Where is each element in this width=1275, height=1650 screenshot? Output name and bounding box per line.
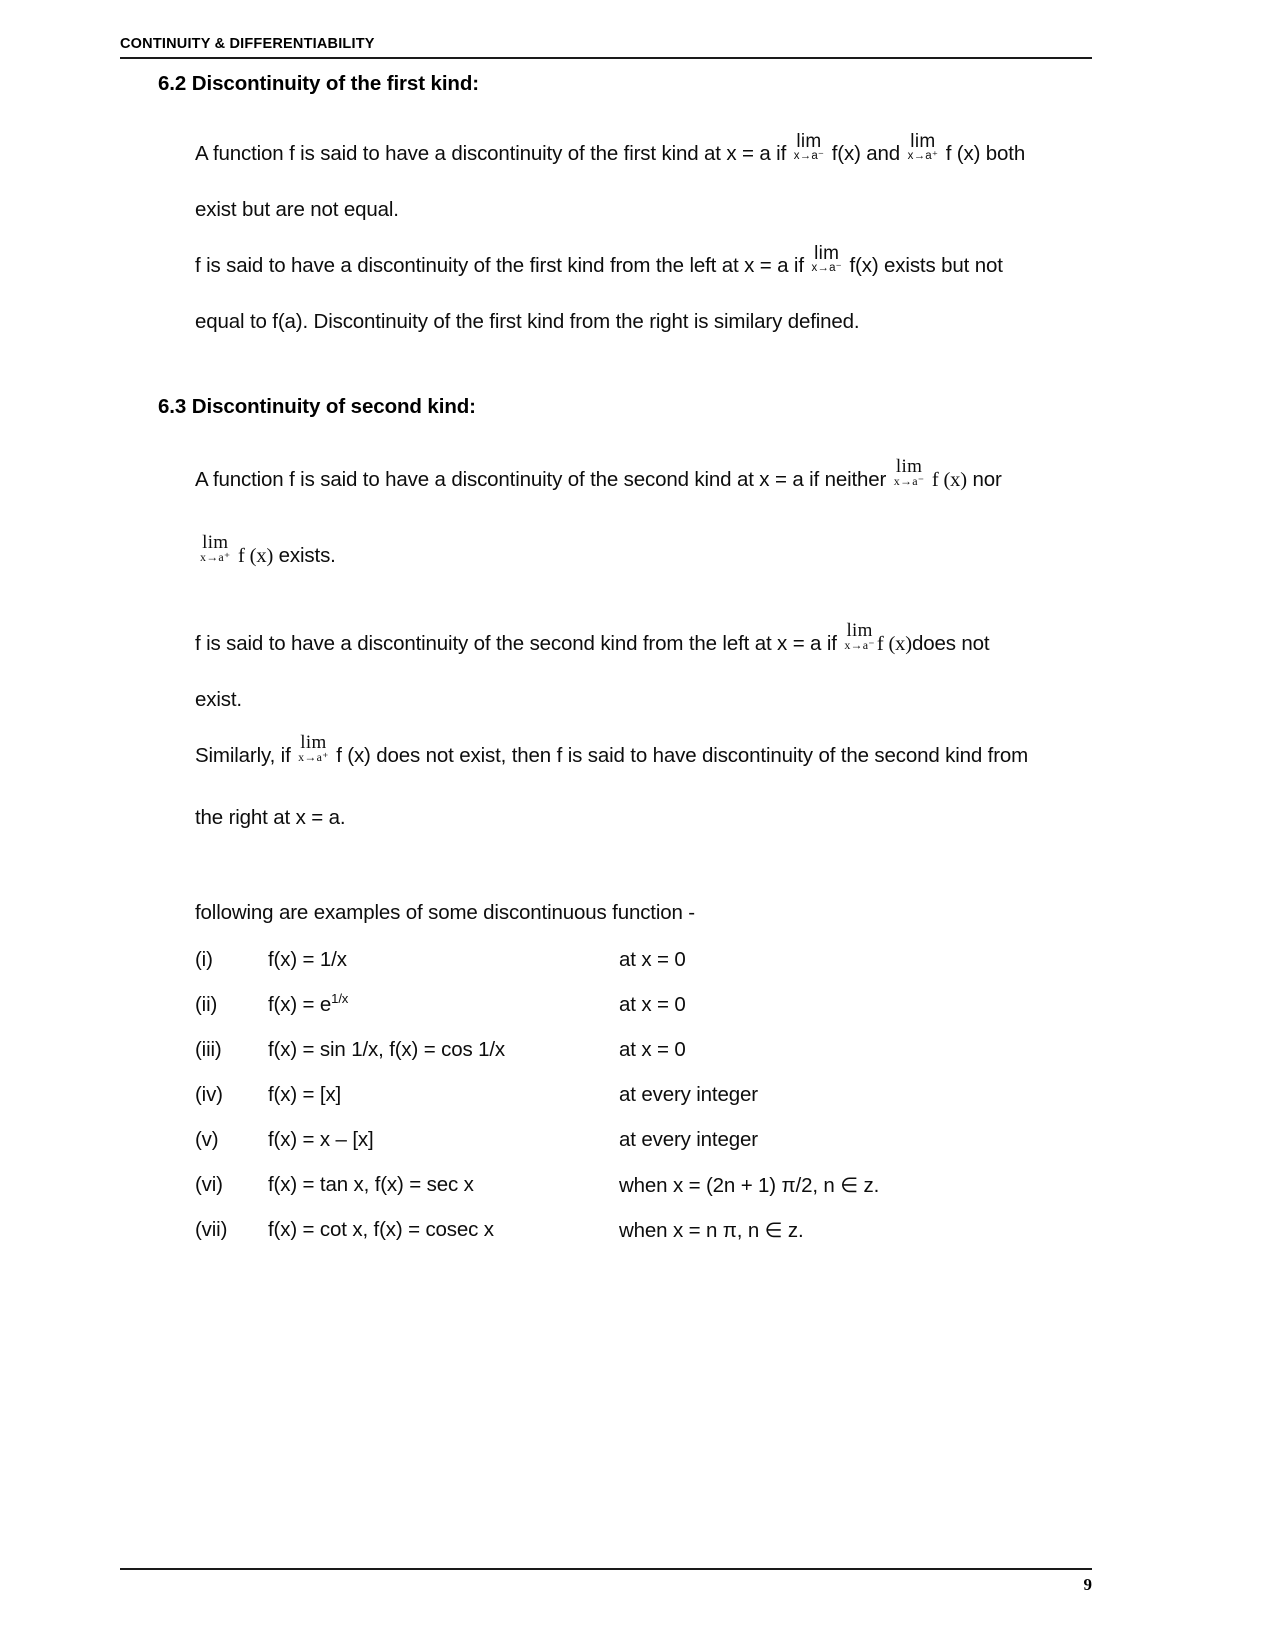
section-heading-6-3: 6.3 Discontinuity of second kind:	[158, 395, 476, 418]
limit-operator-left	[844, 622, 874, 651]
limit-operator-left	[794, 133, 825, 162]
text-run: exist.	[195, 688, 242, 711]
limit-op-label: lim	[895, 456, 923, 477]
limit-subscript: x→a⁺	[298, 750, 329, 764]
list-item	[195, 1218, 1095, 1263]
list-item	[195, 1128, 1095, 1173]
example-number: (iv)	[195, 1083, 223, 1106]
example-function	[268, 1218, 494, 1242]
limit-subscript: x→a⁻	[793, 150, 825, 162]
section-heading-6-2: 6.2 Discontinuity of the first kind:	[158, 72, 480, 95]
example-condition: at x = 0	[619, 948, 686, 971]
limit-operator-right	[908, 133, 939, 162]
limit-subscript: x→a⁻	[811, 262, 842, 274]
limit-subscript: x→a⁺	[907, 150, 939, 162]
example-number: (vi)	[195, 1173, 223, 1196]
text-run: exist but are not equal.	[195, 198, 399, 221]
example-function-base: f(x) = 1/x	[268, 948, 347, 971]
list-item	[195, 1173, 1095, 1218]
paragraph-first-kind-left	[195, 238, 1095, 294]
limit-operator-right	[200, 534, 230, 563]
text-run: f (x)	[931, 469, 967, 491]
limit-operator-right	[298, 734, 328, 763]
text-run: f(x) exists but not	[849, 254, 1003, 277]
limit-subscript: x→a⁻	[844, 638, 875, 652]
example-function-base: f(x) = x – [x]	[268, 1128, 374, 1151]
example-function	[268, 1083, 341, 1107]
example-condition: at x = 0	[619, 993, 686, 1016]
text-run: f (x)	[876, 633, 912, 655]
limit-op-label: lim	[300, 732, 327, 753]
text-run: equal to f(a). Discontinuity of the first kind from the right is similary defined.	[195, 310, 860, 333]
example-number: (iii)	[195, 1038, 222, 1061]
example-number: (ii)	[195, 993, 218, 1016]
example-number: (v)	[195, 1128, 219, 1151]
example-function	[268, 1038, 505, 1062]
example-function-base: f(x) = tan x, f(x) = sec x	[268, 1173, 474, 1196]
limit-subscript: x→a⁺	[200, 550, 231, 564]
limit-operator-left	[894, 458, 924, 487]
text-run: f (x)	[238, 545, 274, 567]
header-divider	[120, 57, 1092, 59]
limit-op-label: lim	[814, 243, 840, 264]
limit-op-label: lim	[910, 131, 936, 152]
paragraph-first-kind-right	[195, 294, 859, 350]
example-function	[268, 1128, 374, 1152]
paragraph-second-kind-definition-cont	[198, 528, 336, 584]
paragraph-second-kind-left	[195, 616, 1100, 672]
paragraph-second-kind-left-cont	[195, 672, 242, 728]
example-function	[268, 948, 347, 972]
footer-divider	[120, 1568, 1092, 1570]
examples-list	[195, 948, 1095, 1263]
paragraph-first-kind-definition-cont	[195, 182, 399, 238]
text-run: f is said to have a discontinuity of the second kind from the left at x = a if	[195, 632, 837, 655]
limit-subscript: x→a⁻	[893, 474, 925, 488]
list-item	[195, 1038, 1095, 1083]
text-run: f (x) does not exist, then f is said to have discontinuity of the second kind from	[336, 744, 1029, 767]
limit-op-label: lim	[846, 620, 873, 641]
examples-intro: following are examples of some discontinuous function -	[195, 901, 695, 924]
example-condition: when x = n π, n ∈ z.	[619, 1219, 804, 1242]
text-run: f is said to have a discontinuity of the first kind from the left at x = a if	[195, 254, 804, 277]
limit-op-label: lim	[796, 131, 822, 152]
running-header: CONTINUITY & DIFFERENTIABILITY	[120, 36, 375, 52]
paragraph-first-kind-definition	[195, 126, 1095, 182]
example-number: (vii)	[195, 1218, 228, 1241]
text-run: does not	[911, 632, 990, 655]
text-run: exists.	[278, 544, 336, 567]
example-function	[268, 993, 348, 1017]
example-function-base: f(x) = cot x, f(x) = cosec x	[268, 1218, 494, 1241]
example-function-base: f(x) = sin 1/x, f(x) = cos 1/x	[268, 1038, 506, 1061]
paragraph-second-kind-right	[195, 728, 1100, 784]
example-function-base: f(x) = [x]	[268, 1083, 342, 1106]
limit-operator-left	[811, 245, 842, 274]
example-function-base: f(x) = e	[268, 993, 332, 1016]
paragraph-second-kind-right-cont	[195, 790, 345, 846]
example-number: (i)	[195, 948, 213, 971]
example-condition: at every integer	[619, 1128, 758, 1151]
paragraph-second-kind-definition	[195, 452, 1100, 508]
list-item	[195, 993, 1095, 1038]
list-item	[195, 948, 1095, 993]
example-function-exponent: 1/x	[331, 991, 349, 1007]
example-condition: at every integer	[619, 1083, 758, 1106]
text-run: A function f is said to have a discontinuity of the first kind at x = a if	[195, 142, 787, 165]
example-condition: at x = 0	[619, 1038, 686, 1061]
text-run: the right at x = a.	[195, 806, 346, 829]
example-function	[268, 1173, 474, 1197]
list-item	[195, 1083, 1095, 1128]
text-run: A function f is said to have a discontinuity of the second kind at x = a if neither	[195, 468, 887, 491]
text-run: nor	[972, 468, 1002, 491]
text-run: f(x) and	[831, 142, 901, 165]
text-run: f (x) both	[945, 142, 1026, 165]
text-run: Similarly, if	[195, 744, 291, 767]
example-condition: when x = (2n + 1) π/2, n ∈ z.	[619, 1174, 880, 1197]
limit-op-label: lim	[202, 532, 229, 553]
page-number: 9	[1083, 1575, 1092, 1594]
